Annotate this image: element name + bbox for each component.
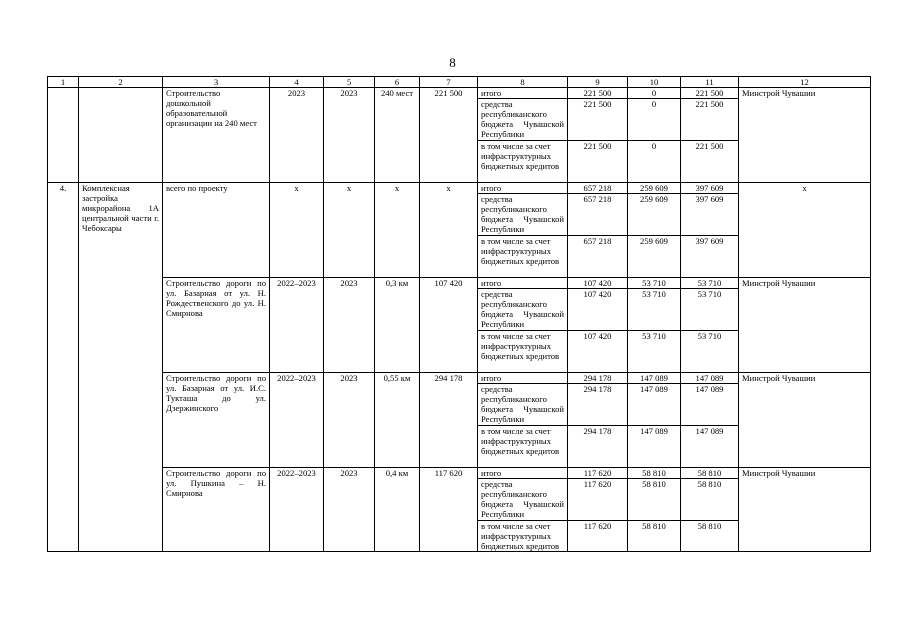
- table-row: [48, 278, 871, 289]
- item-number: 4.: [48, 183, 79, 552]
- estimated-cost: 117 620: [420, 468, 478, 552]
- amount-year-2: 147 089: [681, 384, 739, 426]
- funding-source: средства республиканского бюджета Чувашской Республики: [478, 384, 568, 426]
- column-number: 12: [739, 77, 871, 88]
- completion-year: 2023: [324, 373, 375, 468]
- amount-year-1: 0: [628, 99, 681, 141]
- amount-year-2: 221 500: [681, 141, 739, 183]
- investment-projects-table: [47, 76, 871, 552]
- amount-year-1: 147 089: [628, 384, 681, 426]
- implementation-period: 2023: [270, 88, 324, 183]
- capacity: х: [375, 183, 420, 278]
- funding-source: средства республиканского бюджета Чувашской Республики: [478, 289, 568, 331]
- column-number: 5: [324, 77, 375, 88]
- amount-year-1: 259 609: [628, 183, 681, 194]
- column-number: 2: [79, 77, 163, 88]
- amount-year-1: 147 089: [628, 426, 681, 468]
- column-number: 3: [163, 77, 270, 88]
- implementation-period: 2022–2023: [270, 468, 324, 552]
- amount-year-2: 397 609: [681, 183, 739, 194]
- funding-source: средства республиканского бюджета Чувашской Республики: [478, 99, 568, 141]
- amount-year-1: 53 710: [628, 289, 681, 331]
- responsible-executor: х: [739, 183, 871, 278]
- completion-year: 2023: [324, 278, 375, 373]
- amount-year-1: 0: [628, 88, 681, 99]
- amount-total: 294 178: [568, 373, 628, 384]
- estimated-cost: 221 500: [420, 88, 478, 183]
- object-name: всего по проекту: [163, 183, 270, 278]
- estimated-cost: х: [420, 183, 478, 278]
- amount-year-2: 221 500: [681, 99, 739, 141]
- estimated-cost: 294 178: [420, 373, 478, 468]
- amount-year-2: 58 810: [681, 468, 739, 479]
- amount-year-1: 58 810: [628, 479, 681, 521]
- responsible-executor: Минстрой Чувашии: [739, 468, 871, 552]
- funding-source: средства республиканского бюджета Чувашской Республики: [478, 479, 568, 521]
- amount-total: 107 420: [568, 289, 628, 331]
- table-row: [48, 468, 871, 479]
- amount-total: 117 620: [568, 479, 628, 521]
- column-number: 6: [375, 77, 420, 88]
- amount-year-1: 259 609: [628, 194, 681, 236]
- amount-total: 107 420: [568, 331, 628, 373]
- estimated-cost: 107 420: [420, 278, 478, 373]
- amount-year-2: 221 500: [681, 88, 739, 99]
- amount-total: 117 620: [568, 521, 628, 552]
- column-number: 11: [681, 77, 739, 88]
- page-number: 8: [449, 55, 456, 70]
- amount-year-2: 53 710: [681, 289, 739, 331]
- capacity: 0,3 км: [375, 278, 420, 373]
- amount-total: 294 178: [568, 384, 628, 426]
- implementation-period: 2022–2023: [270, 373, 324, 468]
- amount-year-2: 58 810: [681, 479, 739, 521]
- completion-year: 2023: [324, 468, 375, 552]
- funding-source: в том числе за счет инфраструктурных бюджетных кредитов: [478, 141, 568, 183]
- column-number: 8: [478, 77, 568, 88]
- amount-year-1: 53 710: [628, 278, 681, 289]
- item-title: Комплексная застройка микрорайона 1А центральной части г. Чебоксары: [79, 183, 163, 552]
- column-number: 7: [420, 77, 478, 88]
- column-number: 9: [568, 77, 628, 88]
- amount-total: 657 218: [568, 183, 628, 194]
- amount-total: 657 218: [568, 194, 628, 236]
- amount-year-2: 58 810: [681, 521, 739, 552]
- responsible-executor: Минстрой Чувашии: [739, 88, 871, 183]
- column-number: 4: [270, 77, 324, 88]
- amount-year-1: 259 609: [628, 236, 681, 278]
- object-name: Строительство дошкольной образовательной организации на 240 мест: [163, 88, 270, 183]
- table-row: [48, 373, 871, 384]
- amount-year-1: 147 089: [628, 373, 681, 384]
- amount-total: 117 620: [568, 468, 628, 479]
- amount-total: 221 500: [568, 88, 628, 99]
- capacity: 0,4 км: [375, 468, 420, 552]
- amount-year-2: 147 089: [681, 426, 739, 468]
- capacity: 0,55 км: [375, 373, 420, 468]
- implementation-period: 2022–2023: [270, 278, 324, 373]
- object-name: Строительство дороги по ул. Базарная от ул. Н. Рождественского до ул. Н. Смирнова: [163, 278, 270, 373]
- object-name: Строительство дороги по ул. Пушкина – Н. Смирнова: [163, 468, 270, 552]
- amount-year-1: 53 710: [628, 331, 681, 373]
- amount-total: 107 420: [568, 278, 628, 289]
- completion-year: 2023: [324, 88, 375, 183]
- column-number-row: [48, 77, 871, 88]
- funding-source: в том числе за счет инфраструктурных бюджетных кредитов: [478, 236, 568, 278]
- table-row: [48, 183, 871, 194]
- completion-year: х: [324, 183, 375, 278]
- amount-year-1: 0: [628, 141, 681, 183]
- funding-source: средства республиканского бюджета Чувашской Республики: [478, 194, 568, 236]
- responsible-executor: Минстрой Чувашии: [739, 373, 871, 468]
- responsible-executor: Минстрой Чувашии: [739, 278, 871, 373]
- amount-year-2: 53 710: [681, 278, 739, 289]
- amount-year-2: 53 710: [681, 331, 739, 373]
- object-name: Строительство дороги по ул. Базарная от ул. И.С. Тукташа до ул. Дзержинского: [163, 373, 270, 468]
- funding-source: в том числе за счет инфраструктурных бюджетных кредитов: [478, 426, 568, 468]
- funding-source: итого: [478, 278, 568, 289]
- item-title-cell: [79, 88, 163, 183]
- implementation-period: х: [270, 183, 324, 278]
- column-number: 10: [628, 77, 681, 88]
- funding-source: в том числе за счет инфраструктурных бюджетных кредитов: [478, 521, 568, 552]
- funding-source: итого: [478, 468, 568, 479]
- amount-total: 221 500: [568, 99, 628, 141]
- amount-year-2: 397 609: [681, 194, 739, 236]
- column-number: 1: [48, 77, 79, 88]
- amount-total: 221 500: [568, 141, 628, 183]
- amount-year-2: 397 609: [681, 236, 739, 278]
- item-number-cell: [48, 88, 79, 183]
- funding-source: в том числе за счет инфраструктурных бюджетных кредитов: [478, 331, 568, 373]
- funding-source: итого: [478, 373, 568, 384]
- amount-year-2: 147 089: [681, 373, 739, 384]
- funding-source: итого: [478, 183, 568, 194]
- funding-source: итого: [478, 88, 568, 99]
- capacity: 240 мест: [375, 88, 420, 183]
- amount-total: 294 178: [568, 426, 628, 468]
- table-row: [48, 88, 871, 99]
- amount-year-1: 58 810: [628, 521, 681, 552]
- amount-total: 657 218: [568, 236, 628, 278]
- amount-year-1: 58 810: [628, 468, 681, 479]
